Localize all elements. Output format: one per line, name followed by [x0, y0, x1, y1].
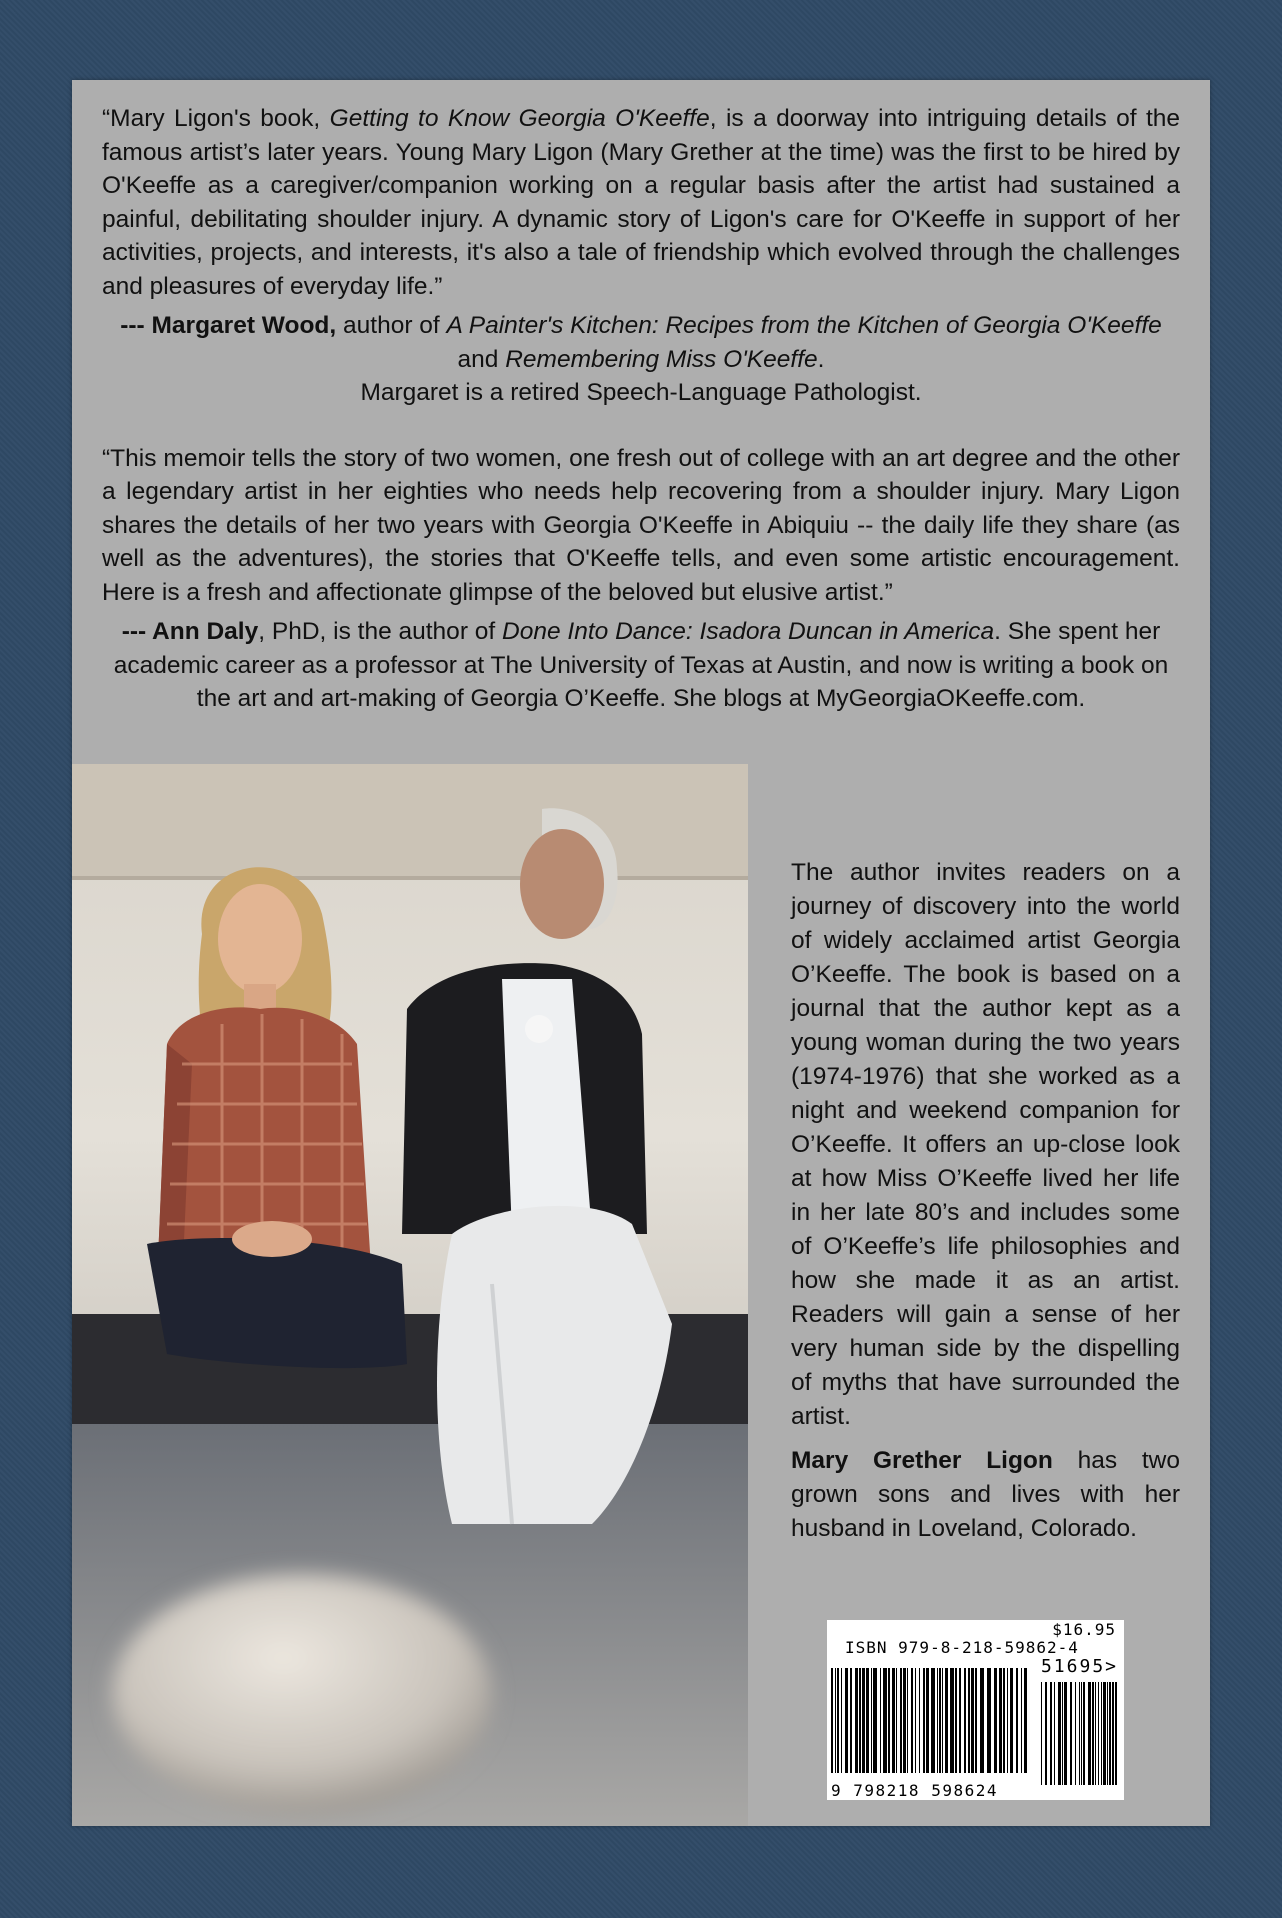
attribution2-title: Done Into Dance: Isadora Duncan in America: [502, 618, 995, 645]
barcode-number: 9 798218 598624: [831, 1781, 998, 1800]
back-cover-panel: [72, 80, 1210, 1826]
quote1-text-start: “Mary Ligon's book,: [102, 105, 330, 132]
barcode-addon: 51695>: [1040, 1656, 1118, 1677]
photo-illustration: [72, 764, 748, 1826]
attribution-ann-daly: [102, 615, 1180, 716]
author-bio: [791, 1444, 1180, 1546]
author-name: Mary Grether Ligon: [791, 1447, 1053, 1474]
attribution1-and: and: [457, 345, 506, 373]
attribution1-name: --- Margaret Wood,: [120, 312, 337, 339]
isbn-barcode: [827, 1620, 1124, 1800]
book-description: [791, 856, 1180, 1546]
attribution1-text: author of: [336, 312, 447, 339]
quote1-book-title: Getting to Know Georgia O'Keeffe: [329, 105, 710, 132]
cover-photo: [72, 764, 748, 1826]
attribution1-title2: Remembering Miss O'Keeffe: [505, 345, 818, 373]
quote1-text-end: , is a doorway into intriguing details of the famous artist’s later years. Young Mary Ligon (Mary Grether at the time) was the first to be hired by O'Keeffe as a caregiver/companion working on a regular basis after the artist had sustained a painful, debilitating shoulder injury. A dynamic story of Ligon's care for O'Keeffe in support of her activities, projects, and interests, it's also a tale of friendship which evolved through the challenges and pleasures of everyday life.”: [102, 105, 1181, 300]
quote-ann-daly: “This memoir tells the story of two women, one fresh out of college with an art degree and the other a legendary artist in her eighties who needs help recovering from a shoulder injury. Mary Ligon shares the details of her two years with Georgia O'Keeffe in Abiquiu -- the daily life they share (as well as the adventures), the stories that O'Keeffe tells, and even some artistic encouragement. Here is a fresh and affectionate glimpse of the beloved but elusive artist.”: [102, 444, 1180, 606]
barcode-price: $16.95: [1052, 1620, 1116, 1639]
attribution-margaret-wood: [102, 309, 1180, 410]
quote-margaret-wood: [102, 102, 1180, 303]
barcode-bars: [827, 1660, 1124, 1785]
attribution2-text: , PhD, is the author of: [258, 618, 503, 645]
attribution1-title1: A Painter's Kitchen: Recipes from the Kitchen of Georgia O'Keeffe: [446, 312, 1162, 339]
author-bio-text: has two grown sons and lives with her husband in Loveland, Colorado.: [791, 1447, 1180, 1542]
attribution1-bio: Margaret is a retired Speech-Language Pathologist.: [360, 379, 922, 406]
testimonials: [102, 102, 1180, 716]
attribution1-period: .: [817, 345, 825, 373]
attribution2-bio: . She spent her academic career as a professor at The University of Texas at Austin, and now is writing a book on the art and art-making of Georgia O’Keeffe. She blogs at MyGeorgiaOKeeffe.com.: [113, 618, 1169, 712]
barcode-isbn: ISBN 979-8-218-59862-4: [845, 1638, 1079, 1657]
attribution2-name: --- Ann Daly: [121, 618, 259, 645]
description-paragraph: The author invites readers on a journey of discovery into the world of widely acclaimed artist Georgia O’Keeffe. The book is based on a journal that the author kept as a young woman during the two years (1974-1976) that she worked as a night and weekend companion for O’Keeffe. It offers an up-close look at how Miss O’Keeffe lived her life in her late 80’s and includes some of O’Keeffe’s life philosophies and how she made it as an artist. Readers will gain a sense of her very human side by the dispelling of myths that have surrounded the artist.: [791, 859, 1180, 1430]
